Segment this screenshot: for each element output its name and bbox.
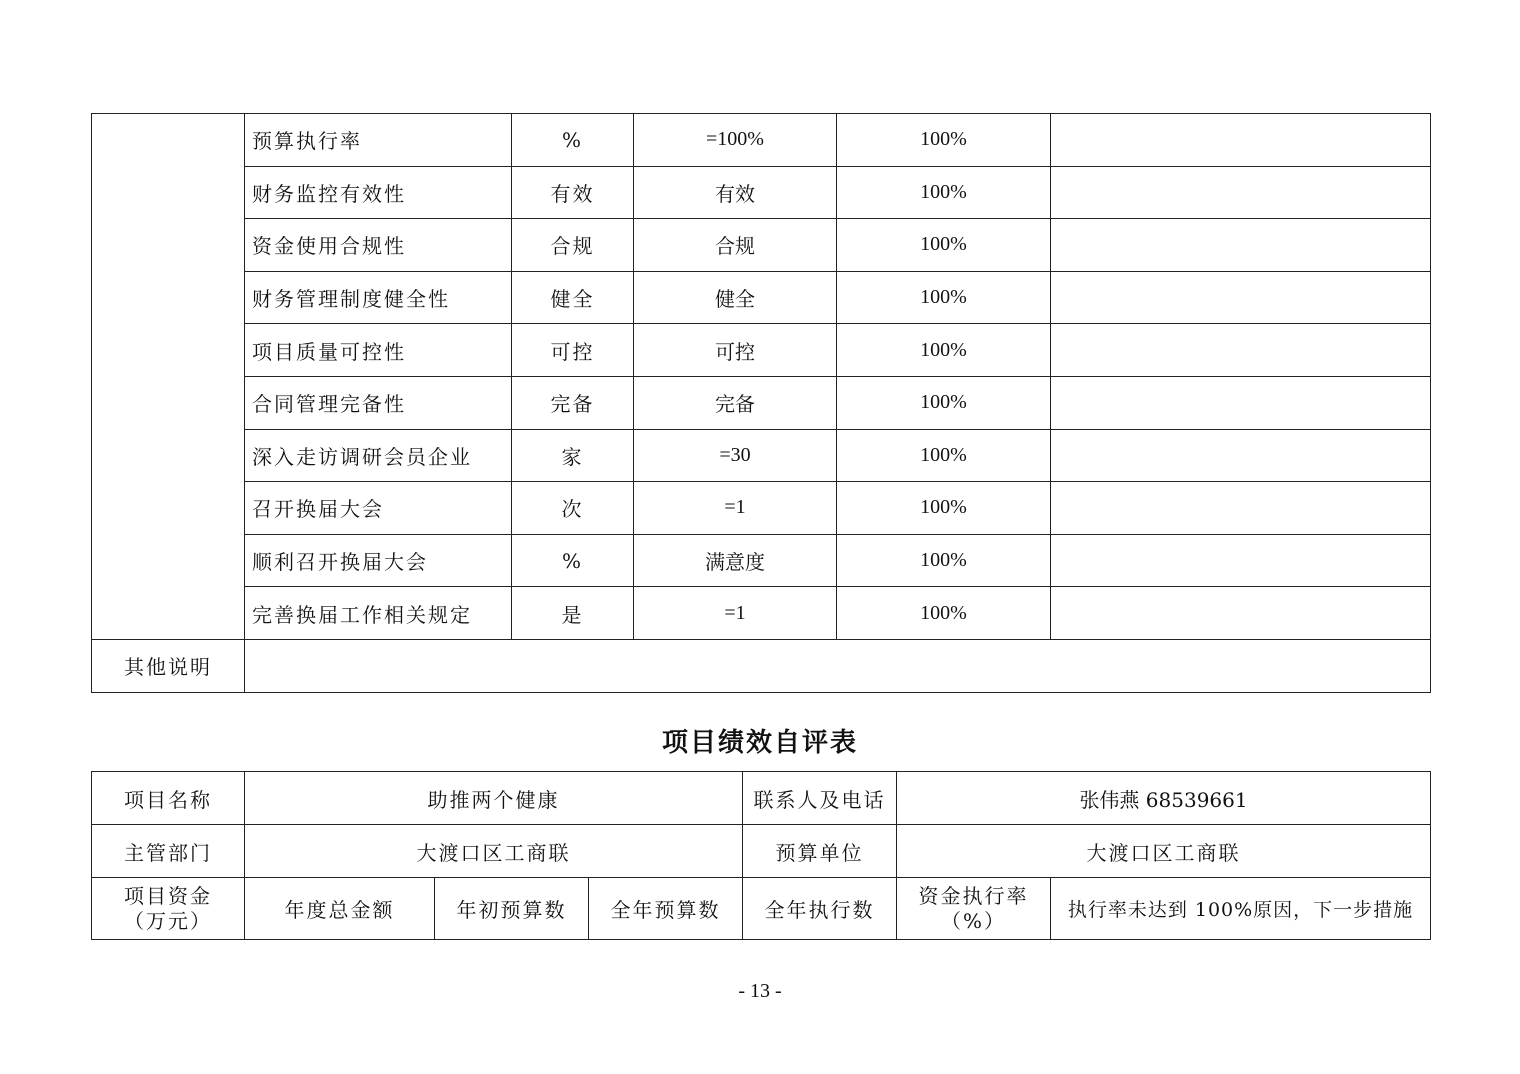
- indicator-target: 有效: [634, 166, 837, 219]
- indicator-unit: 有效: [512, 166, 634, 219]
- indicator-note: [1051, 324, 1431, 377]
- funds-label-line1: 项目资金: [124, 883, 212, 908]
- indicator-actual: 100%: [837, 324, 1051, 377]
- contact-label: 联系人及电话: [743, 772, 897, 825]
- indicator-name: 财务管理制度健全性: [245, 271, 512, 324]
- indicator-note: [1051, 271, 1431, 324]
- project-name-value: 助推两个健康: [245, 772, 743, 825]
- indicator-name: 项目质量可控性: [245, 324, 512, 377]
- indicator-actual: 100%: [837, 482, 1051, 535]
- indicator-unit: 次: [512, 482, 634, 535]
- indicator-row: [92, 376, 1431, 429]
- indicator-actual: 100%: [837, 219, 1051, 272]
- indicator-unit: 健全: [512, 271, 634, 324]
- indicator-name: 深入走访调研会员企业: [245, 429, 512, 482]
- indicator-note: [1051, 482, 1431, 535]
- budget-unit-value: 大渡口区工商联: [897, 825, 1431, 878]
- indicator-name: 完善换届工作相关规定: [245, 587, 512, 640]
- indicator-actual: 100%: [837, 587, 1051, 640]
- indicator-name: 顺利召开换届大会: [245, 534, 512, 587]
- funds-label-line2: （万元）: [124, 908, 212, 933]
- other-notes-label: 其他说明: [92, 639, 245, 692]
- col-execution-rate-line1: 资金执行率: [918, 883, 1029, 908]
- col-annual-budget: 全年预算数: [589, 878, 743, 940]
- indicator-target: =30: [634, 429, 837, 482]
- indicator-row: [92, 271, 1431, 324]
- indicator-unit: 是: [512, 587, 634, 640]
- col-annual-total: 年度总金额: [245, 878, 435, 940]
- indicator-name: 财务监控有效性: [245, 166, 512, 219]
- indicator-actual: 100%: [837, 376, 1051, 429]
- budget-unit-label: 预算单位: [743, 825, 897, 878]
- indicator-note: [1051, 587, 1431, 640]
- indicator-note: [1051, 429, 1431, 482]
- indicator-row: [92, 534, 1431, 587]
- department-label: 主管部门: [92, 825, 245, 878]
- indicator-target: =1: [634, 482, 837, 535]
- indicator-row: [92, 219, 1431, 272]
- project-name-row: [92, 772, 1431, 825]
- page-number: - 13 -: [738, 980, 782, 1002]
- indicator-target: 完备: [634, 376, 837, 429]
- indicator-note: [1051, 376, 1431, 429]
- indicator-target: 满意度: [634, 534, 837, 587]
- form-title: 项目绩效自评表: [661, 728, 858, 758]
- indicator-actual: 100%: [837, 429, 1051, 482]
- indicator-table: [91, 113, 1431, 693]
- indicator-table-body: [92, 114, 1431, 693]
- indicator-unit: 合规: [512, 219, 634, 272]
- indicator-target: 可控: [634, 324, 837, 377]
- indicator-row: [92, 166, 1431, 219]
- other-notes-value: [245, 639, 1431, 692]
- indicator-actual: 100%: [837, 271, 1051, 324]
- indicator-target: =100%: [634, 114, 837, 167]
- indicator-row: [92, 429, 1431, 482]
- indicator-name: 召开换届大会: [245, 482, 512, 535]
- indicator-target: 健全: [634, 271, 837, 324]
- indicator-actual: 100%: [837, 166, 1051, 219]
- indicator-actual: 100%: [837, 114, 1051, 167]
- indicator-category-cell: [92, 114, 245, 640]
- indicator-name: 预算执行率: [245, 114, 512, 167]
- col-execution-rate: [897, 878, 1051, 940]
- indicator-actual: 100%: [837, 534, 1051, 587]
- indicator-row: [92, 587, 1431, 640]
- indicator-row: [92, 324, 1431, 377]
- indicator-name: 资金使用合规性: [245, 219, 512, 272]
- indicator-unit: 完备: [512, 376, 634, 429]
- contact-value: 张伟燕 68539661: [897, 772, 1431, 825]
- department-row: [92, 825, 1431, 878]
- col-annual-execution: 全年执行数: [743, 878, 897, 940]
- project-name-label: 项目名称: [92, 772, 245, 825]
- col-execution-rate-line2: （%）: [941, 908, 1007, 933]
- other-notes-row: [92, 639, 1431, 692]
- indicator-unit: 家: [512, 429, 634, 482]
- self-evaluation-table: [91, 771, 1431, 940]
- indicator-note: [1051, 166, 1431, 219]
- indicator-target: 合规: [634, 219, 837, 272]
- indicator-target: =1: [634, 587, 837, 640]
- indicator-note: [1051, 219, 1431, 272]
- funds-header-row: [92, 878, 1431, 940]
- col-reason: 执行率未达到 100%原因，下一步措施: [1051, 878, 1431, 940]
- indicator-unit: %: [512, 534, 634, 587]
- indicator-note: [1051, 534, 1431, 587]
- indicator-name: 合同管理完备性: [245, 376, 512, 429]
- indicator-unit: 可控: [512, 324, 634, 377]
- col-initial-budget: 年初预算数: [435, 878, 589, 940]
- indicator-unit: %: [512, 114, 634, 167]
- department-value: 大渡口区工商联: [245, 825, 743, 878]
- indicator-note: [1051, 114, 1431, 167]
- funds-label: [92, 878, 245, 940]
- indicator-row: [92, 482, 1431, 535]
- indicator-row: [92, 114, 1431, 167]
